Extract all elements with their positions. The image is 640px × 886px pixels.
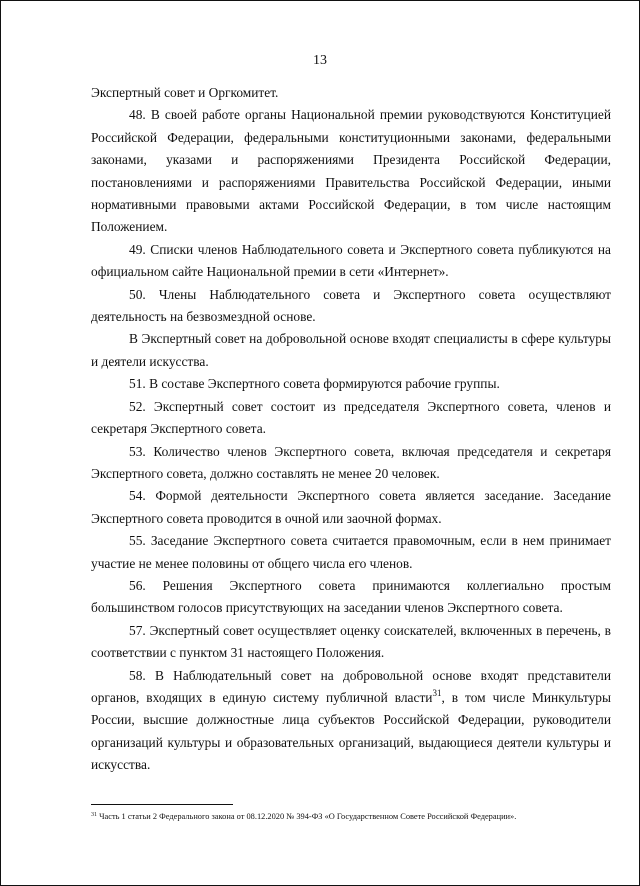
paragraph-49: 49. Списки членов Наблюдательного совета и Экспертного совета публикуются на официальном сайте Национальной премии в сети «Интернет». xyxy=(91,241,611,280)
paragraph-54: 54. Формой деятельности Экспертного совета является заседание. Заседание Экспертного совета проводится в очной или заочной формах. xyxy=(91,488,611,526)
paragraph-58-text-start: 58. В Наблюдательный совет на добровольной основе входят представители органов, входящих в единую систему публичной власти xyxy=(91,667,611,705)
document-body xyxy=(91,82,611,777)
paragraph-58 xyxy=(91,665,611,777)
paragraph-50: 50. Члены Наблюдательного совета и Экспертного совета осуществляют деятельность на безвозмездной основе. xyxy=(91,286,611,325)
footnote-divider xyxy=(91,804,233,805)
paragraph-52: 52. Экспертный совет состоит из председателя Экспертного совета, членов и секретаря Экспертного совета. xyxy=(91,398,611,437)
paragraph-51: 51. В составе Экспертного совета формируются рабочие группы. xyxy=(129,376,500,392)
footnote xyxy=(91,811,621,823)
footnote-text: Часть 1 статьи 2 Федерального закона от 08.12.2020 № 394-ФЗ «О Государственном Совете Российской Федерации». xyxy=(97,812,517,821)
paragraph-48: 48. В своей работе органы Национальной премии руководствуются Конституцией Российской Федерации, федеральными конституционными законами, федеральными законами, указами и распоряжениями Президента Российской Федерации, постановлениями и распоряжениями Правительства Российской Федерации, иными нормативными правовыми актами Российской Федерации, в том числе настоящим Положением. xyxy=(91,107,611,235)
paragraph-57: 57. Экспертный совет осуществляет оценку соискателей, включенных в перечень, в соответствии с пунктом 31 настоящего Положения. xyxy=(91,622,611,661)
footnote-reference: 31 xyxy=(432,687,442,698)
paragraph-55: 55. Заседание Экспертного совета считается правомочным, если в нем принимает участие не менее половины от общего числа его членов. xyxy=(91,533,611,571)
page-number: 13 xyxy=(313,53,327,68)
paragraph-58-text-end: , в том числе Минкультуры России, высшие должностные лица субъектов Российской Федерации, руководители организаций культуры и образовательных организаций, выдающиеся деятели культуры и искусства. xyxy=(91,689,611,773)
footnote-marker: 31 xyxy=(91,812,97,818)
paragraph-56: 56. Решения Экспертного совета принимаются коллегиально простым большинством голосов присутствующих на заседании членов Экспертного совета. xyxy=(91,577,611,616)
paragraph-continuation: Экспертный совет и Оргкомитет. xyxy=(91,85,279,100)
paragraph-53: 53. Количество членов Экспертного совета, включая председателя и секретаря Экспертного совета, должно составлять не менее 20 человек. xyxy=(91,443,611,481)
paragraph-50-continued: В Экспертный совет на добровольной основе входят специалисты в сфере культуры и деятели искусства. xyxy=(91,331,611,369)
